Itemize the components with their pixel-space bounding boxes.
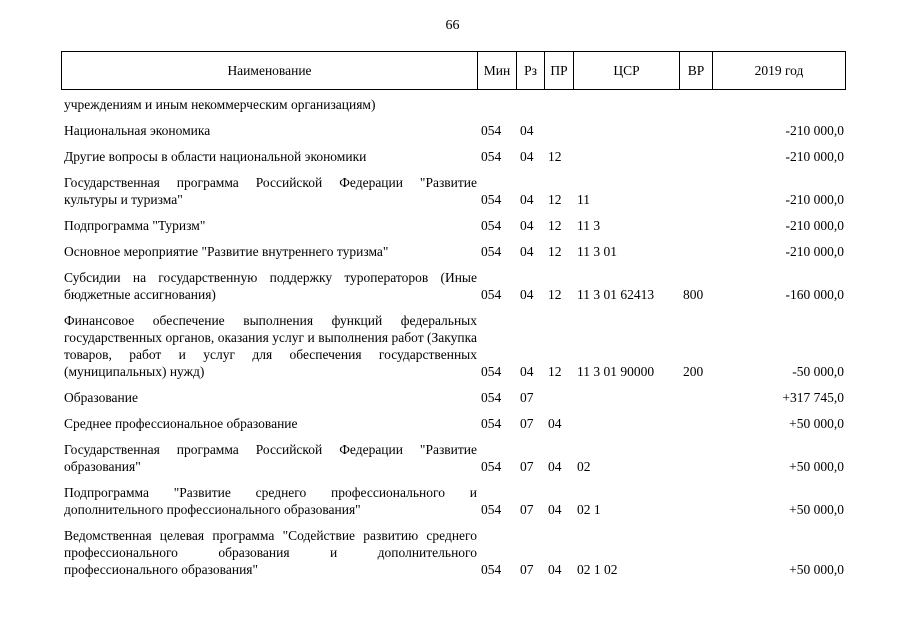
table-row: [61, 96, 845, 113]
header-year: 2019 год: [713, 52, 846, 90]
table-row: [61, 518, 845, 578]
cell-amount: [712, 96, 845, 113]
cell-csr: 02 1: [577, 502, 601, 517]
cell-pr: 12: [548, 287, 562, 302]
cell-vr: [679, 380, 712, 406]
cell-amount: -50 000,0: [792, 364, 844, 379]
header-csr: ЦСР: [574, 52, 680, 90]
cell-min: 054: [481, 390, 502, 405]
cell-rz: 04: [520, 218, 534, 233]
cell-vr: [679, 96, 712, 113]
table-row: [61, 475, 845, 518]
cell-csr: 11 3: [577, 218, 601, 233]
cell-csr: [573, 406, 679, 432]
cell-rz: 04: [520, 192, 534, 207]
cell-min: 054: [481, 416, 502, 431]
cell-pr: 12: [548, 244, 562, 259]
cell-min: [477, 96, 516, 113]
cell-amount: -210 000,0: [785, 192, 844, 207]
cell-name: Национальная экономика: [64, 123, 211, 138]
cell-pr: [544, 96, 573, 113]
cell-name: Другие вопросы в области национальной экономики: [64, 149, 367, 164]
cell-min: 054: [481, 192, 502, 207]
cell-vr: [679, 406, 712, 432]
cell-name: Подпрограмма "Туризм": [64, 218, 206, 233]
cell-amount: +50 000,0: [789, 502, 844, 517]
cell-vr: [679, 208, 712, 234]
cell-vr: [679, 475, 712, 518]
cell-vr: [679, 518, 712, 578]
page-number: 66: [445, 18, 460, 33]
cell-rz: 04: [520, 287, 534, 302]
table-row: [61, 260, 845, 303]
header-pr: ПР: [545, 52, 574, 90]
cell-min: 054: [481, 459, 502, 474]
cell-rz: 07: [520, 416, 534, 431]
table-row: [61, 406, 845, 432]
cell-rz: 04: [520, 364, 534, 379]
table-row: [61, 303, 845, 380]
cell-pr: 04: [548, 562, 562, 577]
cell-rz: 07: [520, 459, 534, 474]
table-header: [61, 51, 846, 90]
cell-amount: -210 000,0: [785, 149, 844, 164]
cell-pr: [544, 380, 573, 406]
table-row: [61, 380, 845, 406]
cell-vr: [679, 165, 712, 208]
cell-rz: 07: [520, 562, 534, 577]
table-row: [61, 165, 845, 208]
cell-pr: 12: [548, 192, 562, 207]
cell-name: Образование: [64, 390, 138, 405]
cell-pr: 12: [548, 149, 562, 164]
header-min: Мин: [478, 52, 517, 90]
cell-csr: [573, 96, 679, 113]
cell-csr: 11 3 01 62413: [577, 287, 655, 302]
cell-vr: [679, 139, 712, 165]
cell-vr: 200: [683, 364, 704, 379]
cell-vr: [679, 234, 712, 260]
cell-pr: 12: [548, 364, 562, 379]
cell-rz: 07: [520, 502, 534, 517]
cell-rz: 04: [520, 244, 534, 259]
cell-rz: 07: [520, 390, 534, 405]
cell-amount: +50 000,0: [789, 459, 844, 474]
cell-rz: 04: [520, 123, 534, 138]
header-vr: ВР: [680, 52, 713, 90]
cell-name: Государственная программа Российской Федерации "Развитие образования": [64, 442, 477, 474]
cell-name: Государственная программа Российской Федерации "Развитие культуры и туризма": [64, 175, 477, 207]
cell-name: учреждениям и иным некоммерческим организациям): [64, 97, 376, 112]
cell-rz: [516, 96, 544, 113]
cell-min: 054: [481, 562, 502, 577]
cell-name: Основное мероприятие "Развитие внутреннего туризма": [64, 244, 389, 259]
table-row: [61, 139, 845, 165]
cell-amount: -210 000,0: [785, 218, 844, 233]
cell-min: 054: [481, 149, 502, 164]
cell-csr: 11: [577, 192, 590, 207]
cell-vr: [679, 432, 712, 475]
cell-csr: 02: [577, 459, 591, 474]
cell-name: Среднее профессиональное образование: [64, 416, 298, 431]
cell-amount: +317 745,0: [782, 390, 844, 405]
cell-min: 054: [481, 218, 502, 233]
cell-name: Подпрограмма "Развитие среднего профессионального и дополнительного профессионального образования": [64, 485, 477, 517]
cell-min: 054: [481, 287, 502, 302]
header-name: Наименование: [62, 52, 478, 90]
cell-vr: [679, 113, 712, 139]
cell-name: Ведомственная целевая программа "Содействие развитию среднего профессионального образования и дополнительного профессионального образования": [64, 528, 477, 577]
cell-csr: 11 3 01: [577, 244, 617, 259]
cell-csr: [573, 113, 679, 139]
table-row: [61, 208, 845, 234]
cell-pr: 04: [548, 459, 562, 474]
cell-pr: 04: [548, 502, 562, 517]
cell-csr: [573, 380, 679, 406]
cell-vr: 800: [683, 287, 704, 302]
cell-min: 054: [481, 123, 502, 138]
cell-min: 054: [481, 244, 502, 259]
cell-pr: 12: [548, 218, 562, 233]
table-row: [61, 234, 845, 260]
table-row: [61, 432, 845, 475]
cell-amount: +50 000,0: [789, 416, 844, 431]
header-rz: Рз: [517, 52, 545, 90]
cell-amount: +50 000,0: [789, 562, 844, 577]
cell-min: 054: [481, 502, 502, 517]
cell-name: Субсидии на государственную поддержку туроператоров (Иные бюджетные ассигнования): [64, 270, 477, 302]
cell-rz: 04: [520, 149, 534, 164]
budget-table: [61, 96, 845, 578]
cell-csr: [573, 139, 679, 165]
cell-name: Финансовое обеспечение выполнения функций федеральных государственных органов, оказания услуг и выполнения работ (Закупка товаров, работ и услуг для обеспечения государственных (муниципальных) нужд): [64, 313, 477, 379]
cell-amount: -210 000,0: [785, 123, 844, 138]
cell-pr: [544, 113, 573, 139]
cell-csr: 11 3 01 90000: [577, 364, 655, 379]
cell-pr: 04: [548, 416, 562, 431]
cell-csr: 02 1 02: [577, 562, 618, 577]
cell-min: 054: [481, 364, 502, 379]
cell-amount: -210 000,0: [785, 244, 844, 259]
table-row: [61, 113, 845, 139]
cell-amount: -160 000,0: [785, 287, 844, 302]
